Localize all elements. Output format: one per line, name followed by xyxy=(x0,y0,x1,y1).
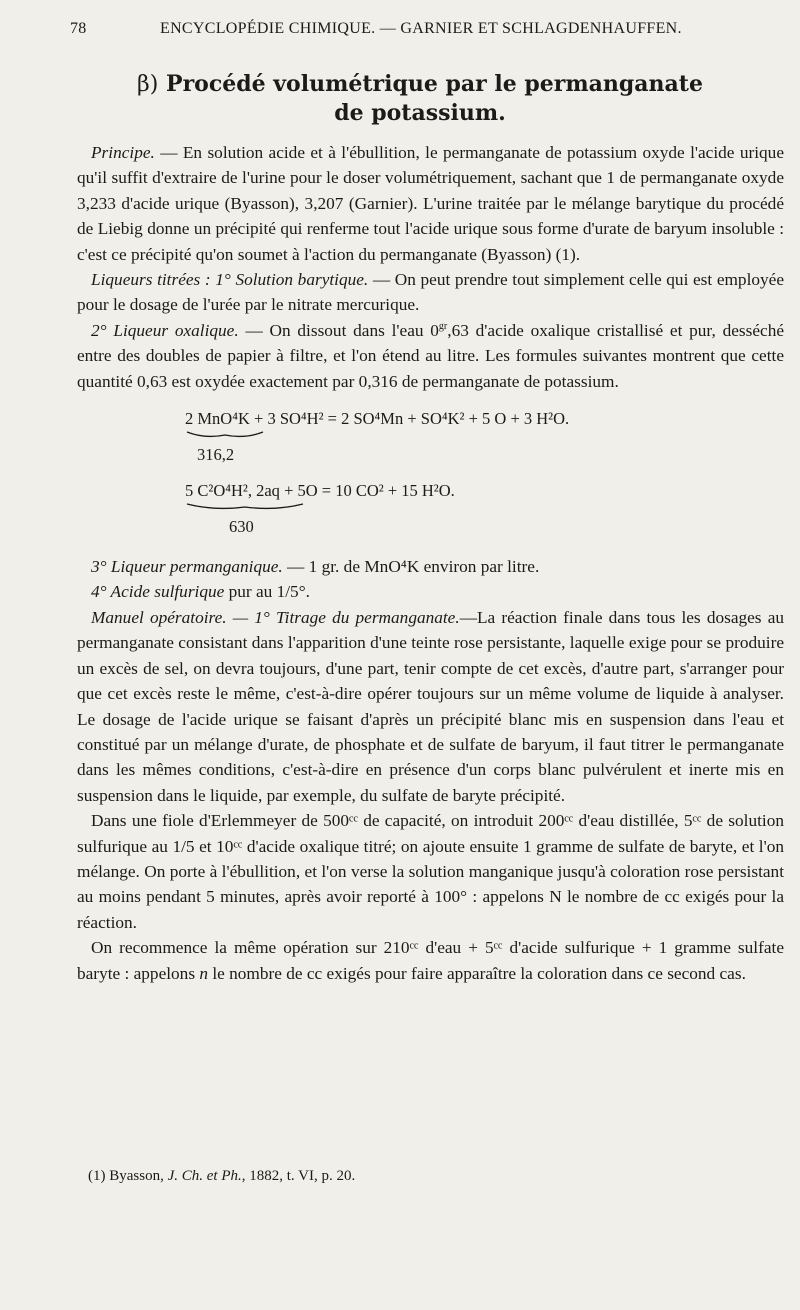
principe-label: Principe. xyxy=(91,143,155,162)
paragraph-liqueurs xyxy=(77,267,784,318)
item1-label: 1° Solution barytique. xyxy=(215,270,369,290)
paragraph-item4 xyxy=(77,579,784,604)
eq1-brace xyxy=(185,430,265,440)
equation-1 xyxy=(185,406,569,431)
paragraph-recommence xyxy=(77,935,784,986)
running-title: ENCYCLOPÉDIE CHIMIQUE. — GARNIER ET SCHLAGDENHAUFFEN. xyxy=(160,20,682,37)
body-text xyxy=(77,140,784,986)
footnote-author: Byasson, xyxy=(105,1168,168,1184)
footnote-mark: (1) xyxy=(88,1168,106,1184)
paragraph-fiole: Dans une fiole d'Erlemmeyer de 500ᶜᶜ de capacité, on introduit 200ᶜᶜ d'eau distillée, 5ᶜᶜ de solution sulfurique au 1/5 et 10ᶜᶜ d'acide oxalique titré; on ajoute ensuite 1 gramme de sulfate de baryte, et l'on mélange. On porte à l'ébullition, et l'on verse la solution manganique jusqu'à coloration rose persistant au moins pendant 5 minutes, après avoir reporté à 100° : appelons N le nombre de cc exigés pour la réaction. xyxy=(77,811,784,932)
eq2-rest: + 5O = 10 CO² + 15 H²O. xyxy=(284,481,455,501)
section-title xyxy=(130,70,710,127)
item1-text: — On peut prendre tout simplement celle qui est employée pour le dosage de l'urée par le nitrate mercurique. xyxy=(77,270,784,315)
section-marker: β) xyxy=(137,72,159,97)
item2-text-a: — On dissout dans l'eau 0 xyxy=(238,320,439,340)
manuel-label: Manuel opératoire. xyxy=(91,607,227,627)
footnote-ref: , 1882, t. VI, p. 20. xyxy=(241,1168,356,1184)
item2-text-b: ,63 d'acide oxalique cristallisé et pur, desséché entre des doubles de papier à filtre, et l'on étend au litre. Les formules suivantes montrent que cette quantité 0,63 est oxydée exactement par 0,316 de permanganate de potassium. xyxy=(77,320,785,391)
eq2-brace xyxy=(185,502,305,512)
eq2-mass: 630 xyxy=(229,517,254,537)
section-title-line2: de potassium. xyxy=(334,100,506,126)
manuel-sub-label: — 1° Titrage du permanganate. xyxy=(226,607,460,627)
paragraph-liqueur-oxalique xyxy=(77,318,784,394)
eq1-rest: + 3 SO⁴H² = 2 SO⁴Mn + SO⁴K² + 5 O + 3 H²O. xyxy=(254,409,570,429)
equations-block xyxy=(77,400,784,550)
footnote xyxy=(88,1168,355,1185)
liqueurs-label: Liqueurs titrées : xyxy=(91,270,211,290)
item2-label: 2° Liqueur oxalique. xyxy=(91,320,239,340)
paragraph-principe xyxy=(77,140,784,267)
paragraph-item3 xyxy=(77,554,784,579)
manuel-text: —La réaction finale dans tous les dosages au permanganate consistant dans l'apparition d'une teinte rose persistante, laquelle exige pour se produire un excès de sel, on devra toujours, d'une part, tenir compte de cet excès, d'autre part, s'arranger pour que cet excès reste le même, c'est-à-dire opérer toujours sur un même volume de liquide à analyser. Le dosage de l'acide urique se faisant d'après un précipité blanc mis en suspension dans l'eau et constitué par un mélange d'urate, de phosphate et de sulfate de baryum, il faut titrer le permanganate dans les mêmes conditions, c'est-à-dire en présence d'un corps blanc pulvérulent et inerte mis en suspension dans le liquide, par exemple, du sulfate de baryte précipité. xyxy=(77,607,785,805)
item3-text: — 1 gr. de MnO⁴K environ par litre. xyxy=(282,557,540,577)
recommence-var: n xyxy=(199,963,209,983)
paragraph-manuel xyxy=(77,605,784,808)
eq1-reactant1: 2 MnO⁴K xyxy=(185,409,250,429)
footnote-journal: J. Ch. et Ph. xyxy=(167,1168,242,1184)
item4-text: pur au 1/5°. xyxy=(224,582,310,602)
eq1-mass: 316,2 xyxy=(197,445,235,465)
item4-label: 4° Acide sulfurique xyxy=(91,582,225,602)
page-number: 78 xyxy=(70,20,87,37)
recommence-text-b: le nombre de cc exigés pour faire apparaître la coloration dans ce second cas. xyxy=(208,963,746,983)
principe-text: — En solution acide et à l'ébullition, le permanganate de potassium oxyde l'acide urique qu'il suffit d'extraire de l'urine pour le doser volumétriquement, sachant que 1 de permanganate oxyde 3,233 d'acide urique (Byasson), 3,207 (Garnier). L'urine traitée par le mélange barytique du procédé de Liebig donne un précipité qui renferme tout l'acide urique sous forme d'urate de baryum insoluble : c'est ce précipité qu'on soumet à l'action du permanganate (Byasson) (1). xyxy=(77,143,784,264)
item3-label: 3° Liqueur permanganique. xyxy=(91,557,283,577)
item2-unit: gr xyxy=(438,321,448,333)
equation-2 xyxy=(185,478,455,503)
running-header xyxy=(0,20,800,46)
eq2-reactant1: 5 C²O⁴H², 2aq xyxy=(185,481,280,501)
section-title-line1: Procédé volumétrique par le permanganate xyxy=(166,71,703,97)
recommence-text-a: On recommence la même opération sur 210ᶜᶜ d'eau + 5ᶜᶜ d'acide sulfurique + 1 gramme sulfate baryte : appelons xyxy=(77,938,784,983)
